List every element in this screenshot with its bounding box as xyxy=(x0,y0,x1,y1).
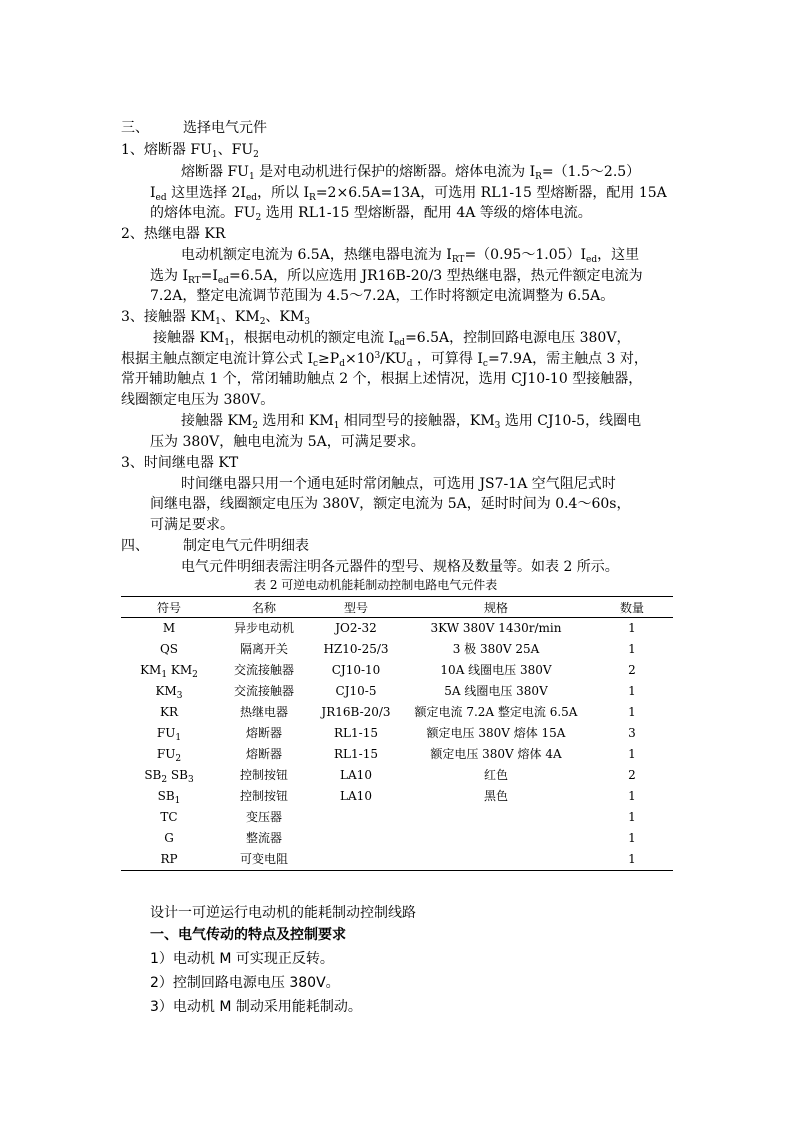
cell-qty: 1 xyxy=(628,810,636,824)
cell-qty: 1 xyxy=(628,705,636,719)
header-name: 名称 xyxy=(217,597,311,618)
cell-symbol: $SB_1$ xyxy=(157,789,181,806)
cell-qty: 2 xyxy=(628,768,636,782)
relay-paragraph-line-1: 电动机额定电流为 6.5A，热继电器电流为 $I_{RT}=(0.95\sim 1.05)I_{ed}$，这里 xyxy=(181,247,640,265)
header-spec: 规格 xyxy=(401,597,591,618)
cell-name: 交流接触器 xyxy=(233,684,294,698)
cell-qty: 1 xyxy=(591,849,673,871)
fuse-paragraph-line-2: $I_{ed}$ 这里选择 $2I_{ed}$，所以 $I_R=2\times 6.5A=13A$，可选用 RL1-15 型熔断器，配用 15A xyxy=(150,185,667,203)
cell-spec: 额定电流 7.2A 整定电流 6.5A xyxy=(414,705,578,719)
cell-model: RL1-15 xyxy=(334,726,378,740)
cell-model: LA10 xyxy=(340,789,372,803)
cell-symbol: TC xyxy=(160,810,178,824)
cell-model xyxy=(311,807,401,828)
design-item-3: 3）电动机 M 制动采用能耗制动。 xyxy=(150,999,362,1015)
section-4-heading xyxy=(121,537,309,555)
cell-qty: 1 xyxy=(628,621,636,635)
cell-model: JO2-32 xyxy=(335,621,377,635)
cell-name: 热继电器 xyxy=(239,705,288,719)
relay-title: 2、热继电器 KR xyxy=(121,226,226,242)
cell-symbol: KR xyxy=(160,705,178,719)
cell-model: RL1-15 xyxy=(334,747,378,761)
contactor-paragraph-line-3: 常开辅助触点 1 个，常闭辅助触点 2 个，根据上述情况，选用 CJ10-10 型接触器， xyxy=(121,371,643,387)
cell-qty: 1 xyxy=(628,789,636,803)
timer-paragraph-line-2: 间继电器，线圈额定电压为 380V，额定电流为 5A，延时时间为 0.4～60s， xyxy=(150,496,631,512)
cell-symbol: M xyxy=(162,621,176,635)
cell-symbol: $KM_3$ xyxy=(155,684,183,701)
cell-model: HZ10-25/3 xyxy=(323,642,389,656)
table-row xyxy=(121,807,673,828)
cell-name: 异步电动机 xyxy=(233,621,294,635)
timer-title: 3、时间继电器 KT xyxy=(121,455,239,471)
timer-paragraph-line-3: 可满足要求。 xyxy=(150,517,234,533)
timer-paragraph-line-1: 时间继电器只用一个通电延时常闭触点，可选用 JS7-1A 空气阻尼式时 xyxy=(181,476,616,492)
cell-model: CJ10-10 xyxy=(331,663,381,677)
table-row xyxy=(121,618,673,640)
cell-qty: 1 xyxy=(628,642,636,656)
design-heading: 一、电气传动的特点及控制要求 xyxy=(150,927,346,943)
table-row xyxy=(121,765,673,786)
cell-name: 控制按钮 xyxy=(239,789,288,803)
header-symbol: 符号 xyxy=(121,597,217,618)
cell-spec: 额定电压 380V 熔体 15A xyxy=(426,726,566,740)
fuse-paragraph-line-1: 熔断器 $FU_1$ 是对电动机进行保护的熔断器。熔体电流为 $I_R=(1.5\sim 2.5)$ xyxy=(181,164,641,182)
cell-symbol: G xyxy=(164,831,174,845)
table-row xyxy=(121,849,673,871)
component-table xyxy=(121,596,673,871)
cell-qty: 1 xyxy=(628,831,636,845)
cell-name: 可变电阻 xyxy=(217,849,311,871)
section-4-number: 四、 xyxy=(121,538,149,554)
cell-qty: 1 xyxy=(628,684,636,698)
table-row xyxy=(121,681,673,702)
cell-model xyxy=(311,828,401,849)
cell-name: 熔断器 xyxy=(245,726,282,740)
cell-spec xyxy=(401,828,591,849)
cell-spec xyxy=(401,849,591,871)
cell-model: JR16B-20/3 xyxy=(321,705,391,719)
cell-qty: 3 xyxy=(628,726,636,740)
table-row xyxy=(121,660,673,681)
cell-model xyxy=(311,849,401,871)
table-caption: 表 2 可逆电动机能耗制动控制电路电气元件表 xyxy=(254,578,498,592)
header-model: 型号 xyxy=(311,597,401,618)
cell-name: 整流器 xyxy=(245,831,282,845)
cell-spec xyxy=(401,807,591,828)
table-row xyxy=(121,723,673,744)
cell-symbol: $FU_1$ xyxy=(156,726,182,743)
section-4-intro: 电气元件明细表需注明各元器件的型号、规格及数量等。如表 2 所示。 xyxy=(181,559,619,575)
design-title: 设计一可逆运行电动机的能耗制动控制线路 xyxy=(150,905,416,921)
cell-name: 隔离开关 xyxy=(239,642,288,656)
contactor-paragraph-line-1: 接触器 $KM_1$，根据电动机的额定电流 $I_{ed}=6.5A$，控制回路电源电压 380V， xyxy=(153,330,631,348)
table-row xyxy=(121,744,673,765)
table-row xyxy=(121,702,673,723)
contactor-paragraph-line-5: 接触器 $KM_2$ 选用和 $KM_1$ 相同型号的接触器，$KM_3$ 选用 CJ10-5，线圈电 xyxy=(181,413,642,431)
relay-paragraph-line-2: 选为 $I_{RT}=I_{ed}=6.5A$，所以应选用 JR16B-20/3 型热继电器，热元件额定电流为 xyxy=(150,268,643,286)
cell-symbol: $SB_2$ $SB_3$ xyxy=(144,768,194,785)
cell-name: 熔断器 xyxy=(245,747,282,761)
contactor-paragraph-line-4: 线圈额定电压为 380V。 xyxy=(121,392,275,408)
cell-spec: 10A 线圈电压 380V xyxy=(440,663,552,677)
cell-name: 变压器 xyxy=(245,810,282,824)
relay-paragraph-line-3: 7.2A，整定电流调节范围为 4.5～7.2A，工作时将额定电流调整为 6.5A。 xyxy=(150,288,615,304)
table-row xyxy=(121,786,673,807)
cell-spec: 红色 xyxy=(483,768,508,782)
contactor-paragraph-line-6: 压为 380V，触电电流为 5A，可满足要求。 xyxy=(150,434,425,450)
cell-symbol: RP xyxy=(121,849,217,871)
section-3-number: 三、 xyxy=(121,120,149,136)
cell-model: LA10 xyxy=(340,768,372,782)
cell-qty: 1 xyxy=(628,747,636,761)
cell-qty: 2 xyxy=(628,663,636,677)
cell-spec: 额定电压 380V 熔体 4A xyxy=(430,747,562,761)
cell-spec: 5A 线圈电压 380V xyxy=(444,684,548,698)
contactor-paragraph-line-2: 根据主触点额定电流计算公式 $I_c\ge P_d\times 10^3/KU_d$ ，可算得 $I_c=7.9A$，需主触点 3 对， xyxy=(121,351,648,369)
cell-name: 控制按钮 xyxy=(239,768,288,782)
fuse-title: 1、熔断器 $FU_1$、$FU_2$ xyxy=(121,142,259,160)
cell-name: 交流接触器 xyxy=(233,663,294,677)
section-3-title: 选择电气元件 xyxy=(183,120,267,136)
table-row xyxy=(121,639,673,660)
section-3-heading xyxy=(121,119,267,137)
cell-spec: 3 极 380V 25A xyxy=(452,642,540,656)
table-row xyxy=(121,828,673,849)
design-item-1: 1）电动机 M 可实现正反转。 xyxy=(150,951,334,967)
cell-spec: 3KW 380V 1430r/min xyxy=(430,621,562,635)
cell-model: CJ10-5 xyxy=(335,684,377,698)
header-qty: 数量 xyxy=(591,597,673,618)
cell-symbol: $FU_2$ xyxy=(156,747,182,764)
section-4-title: 制定电气元件明细表 xyxy=(183,538,309,554)
cell-symbol: QS xyxy=(159,642,179,656)
cell-symbol: $KM_1$ $KM_2$ xyxy=(140,663,198,680)
design-item-2: 2）控制回路电源电压 380V。 xyxy=(150,975,340,991)
cell-spec: 黑色 xyxy=(483,789,508,803)
fuse-paragraph-line-3: 的熔体电流。$FU_2$ 选用 RL1-15 型熔断器，配用 4A 等级的熔体电流。 xyxy=(150,205,592,223)
table-header-row xyxy=(121,597,673,618)
contactor-title: 3、接触器 $KM_1$、$KM_2$、$KM_3$ xyxy=(121,309,310,327)
